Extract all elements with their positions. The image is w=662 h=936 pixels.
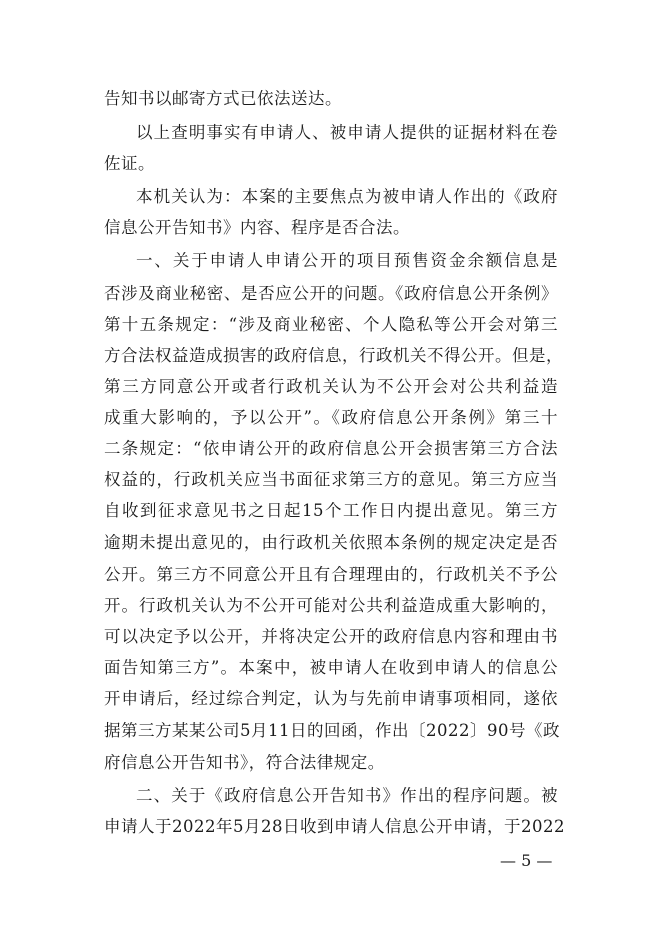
body-line: 面告知第三方”。本案中，被申请人在收到申请人的信息公 (104, 658, 558, 677)
body-line: 府信息公开告知书》，符合法律规定。 (104, 753, 385, 772)
body-line: 自收到征求意见书之日起15个工作日内提出意见。第三方 (104, 501, 558, 520)
paragraph-start-line: 以上查明事实有申请人、被申请人提供的证据材料在卷 (136, 123, 558, 142)
body-line: 第十五条规定：“涉及商业秘密、个人隐私等公开会对第三 (104, 315, 558, 334)
body-line: 权益的，行政机关应当书面征求第三方的意见。第三方应当 (104, 470, 558, 489)
body-line: 公开。第三方不同意公开且有合理理由的，行政机关不予公 (104, 565, 558, 584)
body-line: 二条规定：“依申请公开的政府信息公开会损害第三方合法 (104, 439, 558, 458)
body-line: 佐证。 (104, 154, 155, 173)
paragraph-start-line: 一、关于申请人申请公开的项目预售资金余额信息是 (136, 251, 558, 270)
body-line: 可以决定予以公开，并将决定公开的政府信息内容和理由书 (104, 627, 558, 646)
paragraph-start-line: 本机关认为：本案的主要焦点为被申请人作出的《政府 (136, 187, 558, 206)
body-line: 第三方同意公开或者行政机关认为不公开会对公共利益造 (104, 377, 558, 396)
body-line: 逾期未提出意见的，由行政机关依照本条例的规定决定是否 (104, 533, 558, 552)
body-line: 告知书以邮寄方式已依法送达。 (104, 89, 342, 108)
body-line: 否涉及商业秘密、是否应公开的问题。《政府信息公开条例》 (104, 284, 558, 303)
body-line: 成重大影响的，予以公开”。《政府信息公开条例》第三十 (104, 408, 558, 427)
body-line: 申请人于2022年5月28日收到申请人信息公开申请，于2022 (104, 817, 565, 836)
body-line: 据第三方某某公司5月11日的回函，作出〔2022〕90号《政 (104, 721, 560, 740)
body-line: 方合法权益造成损害的政府信息，行政机关不得公开。但是， (104, 346, 563, 365)
body-line: 开申请后，经过综合判定，认为与先前申请事项相同，遂依 (104, 689, 558, 708)
page-number: — 5 — (500, 851, 553, 870)
body-line: 信息公开告知书》内容、程序是否合法。 (104, 218, 410, 237)
body-line: 开。行政机关认为不公开可能对公共利益造成重大影响的， (104, 596, 558, 615)
paragraph-start-line: 二、关于《政府信息公开告知书》作出的程序问题。被 (136, 786, 558, 805)
